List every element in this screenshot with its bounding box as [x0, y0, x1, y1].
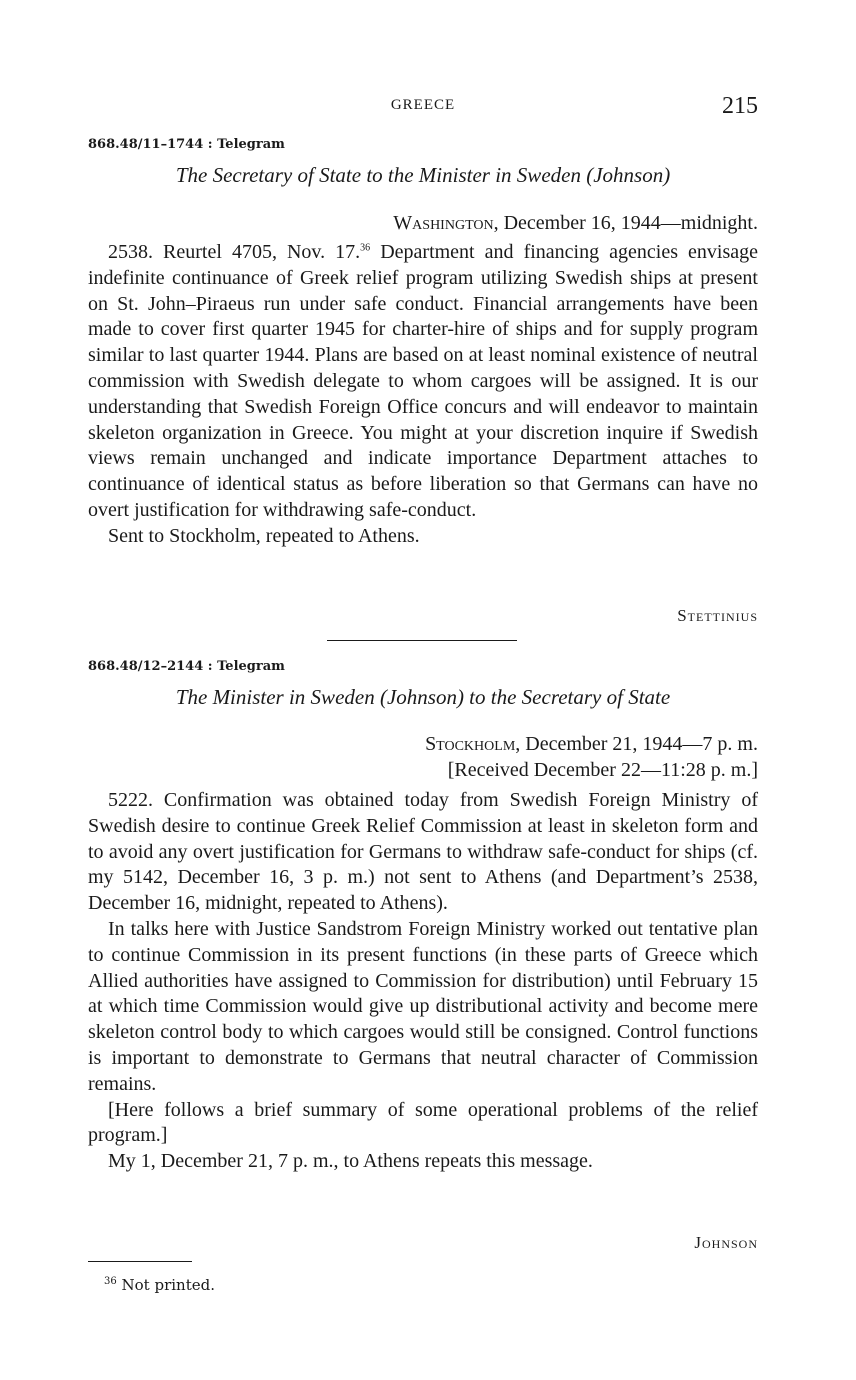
running-head: [88, 93, 758, 121]
footnote-marker: 36: [360, 242, 371, 254]
doc2-paragraph-3: [Here follows a brief summary of some operational problems of the relief program.]: [88, 1098, 758, 1147]
doc2-paragraph-2: In talks here with Justice Sandstrom Foreign Ministry worked out tentative plan to continue Commission in its present functions (in these parts of Greece which Allied authorities have assigned to Commission for distribution) until February 15 at which time Commission would give up distributional activity and become mere skeleton control body to which cargoes would still be consigned. Control functions is important to demonstrate to Germans that neutral character of Commission remains.: [88, 917, 758, 1095]
doc2-dateline-date: , December 21, 1944—7 p. m.: [515, 733, 758, 755]
doc1-paragraph-1-start: 2538. Reurtel 4705, Nov. 17.: [108, 241, 361, 263]
doc1-dateline: [393, 212, 758, 235]
doc2-paragraph-4: My 1, December 21, 7 p. m., to Athens repeats this message.: [108, 1150, 593, 1173]
doc2-dateline: [425, 733, 758, 756]
doc2-received-note: [Received December 22—11:28 p. m.]: [447, 759, 758, 781]
doc2-heading: The Minister in Sweden (Johnson) to the Secretary of State: [175, 685, 671, 709]
doc2-dateline-place: Stockholm: [425, 733, 516, 755]
doc2-body: [88, 788, 758, 1175]
doc1-file-reference: 868.48/11–1744 : Telegram: [88, 137, 285, 152]
doc1-signature: Stettinius: [677, 606, 758, 625]
doc1-paragraph-1-rest: Department and financing agencies envisage indefinite continuance of Greek relief program utilizing Swedish ships at present on St. John–Piraeus run under safe conduct. Financial arrangements have been made to cover first quarter 1945 for charter-hire of ships and for supply program similar to last quarter 1944. Plans are based on at least nominal existence of neutral commission with Swedish delegate to whom cargoes will be assigned. It is our understanding that Swedish Foreign Office concurs and will endeavor to maintain skeleton organization in Greece. You might at your discretion inquire if Swedish views remain unchanged and indicate importance Department attaches to continuance of identical status as before liberation so that Germans can have no overt justification for withdrawing safe-conduct.: [88, 241, 758, 521]
doc1-dateline-place: Washington: [393, 212, 494, 234]
footnote: [104, 1276, 215, 1294]
doc2-signature: Johnson: [694, 1233, 758, 1252]
doc1-dateline-date: , December 16, 1944—midnight.: [493, 212, 758, 234]
doc2-file-reference: 868.48/12–2144 : Telegram: [88, 659, 285, 674]
doc1-body: [88, 240, 758, 550]
footnote-number: 36: [104, 1276, 117, 1287]
doc1-heading: The Secretary of State to the Minister in Sweden (Johnson): [175, 163, 671, 187]
running-title: GREECE: [390, 97, 456, 113]
section-divider: [327, 640, 517, 641]
doc1-paragraph-1: [88, 240, 758, 524]
footnote-rule: [88, 1261, 192, 1262]
footnote-text: Not printed.: [121, 1276, 215, 1294]
page-number: 215: [722, 93, 758, 119]
doc1-paragraph-2: Sent to Stockholm, repeated to Athens.: [108, 524, 420, 547]
doc2-paragraph-1: 5222. Confirmation was obtained today from Swedish Foreign Ministry of Swedish desire to continue Greek Relief Commission at least in skeleton form and to avoid any overt justification for Germans to withdraw safe-conduct for ships (cf. my 5142, December 16, 3 p. m.) not sent to Athens (and Department’s 2538, December 16, midnight, repeated to Athens).: [88, 789, 758, 915]
